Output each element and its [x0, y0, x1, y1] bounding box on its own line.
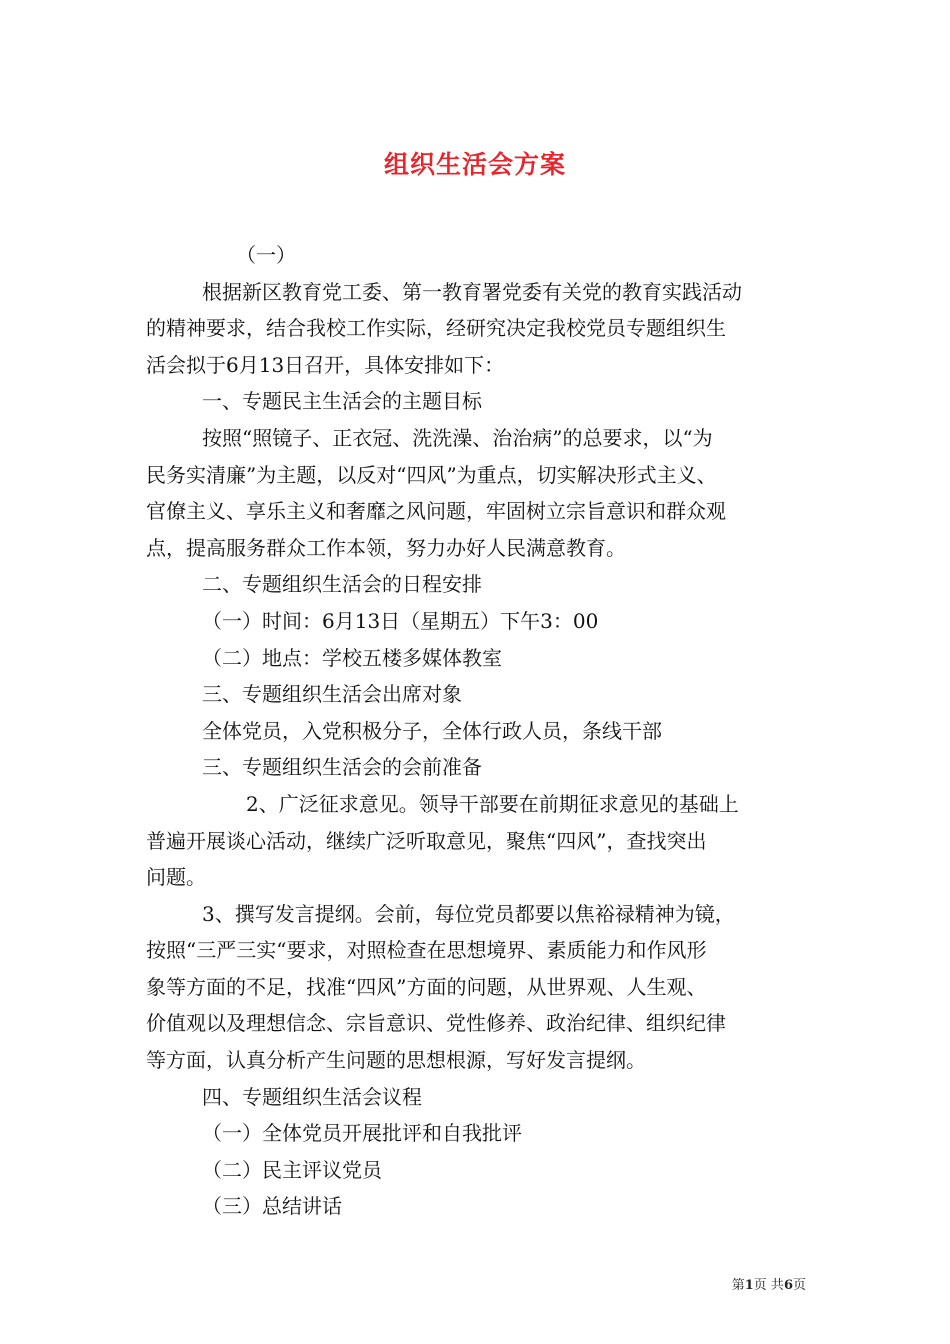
paragraph-line: 普遍开展谈心活动，继续广泛听取意见，聚焦“四风”，查找突出: [146, 828, 707, 853]
total-page-number: 6: [783, 1278, 793, 1293]
agenda-item: （三）总结讲话: [202, 1194, 342, 1219]
paragraph-line: 价值观以及理想信念、宗旨意识、党性修养、政治纪律、组织纪律: [146, 1011, 726, 1036]
paragraph-line: 等方面，认真分析产生问题的思想根源，写好发言提纲。: [146, 1048, 646, 1073]
paragraph-line: 的精神要求，结合我校工作实际，经研究决定我校党员专题组织生: [146, 316, 726, 341]
paragraph-line: 问题。: [146, 865, 206, 890]
agenda-item: （二）民主评议党员: [202, 1157, 382, 1182]
paragraph-line: 点，提高服务群众工作本领，努力办好人民满意教育。: [146, 535, 626, 560]
footer-prefix: 第: [731, 1278, 745, 1293]
footer-middle: 页 共: [753, 1278, 784, 1293]
paragraph-line: 象等方面的不足，找准“四风”方面的问题，从世界观、人生观、: [146, 974, 707, 999]
paragraph-line: 官僚主义、享乐主义和奢靡之风问题，牢固树立宗旨意识和群众观: [146, 499, 726, 524]
document-title: 组织生活会方案: [383, 149, 566, 179]
section-heading: 一、专题民主生活会的主题目标: [202, 389, 482, 414]
schedule-item: （一）时间：6月13日（星期五）下午3：00: [202, 608, 599, 633]
section-heading: 二、专题组织生活会的日程安排: [202, 572, 482, 597]
section-heading: 四、专题组织生活会议程: [202, 1084, 422, 1109]
paragraph-line: 活会拟于6月13日召开，具体安排如下：: [146, 352, 505, 377]
paragraph-line: 全体党员，入党积极分子，全体行政人员，条线干部: [202, 718, 662, 743]
document-body: [146, 237, 816, 1225]
section-heading: 三、专题组织生活会的会前准备: [202, 755, 482, 780]
page-footer: [732, 1276, 806, 1296]
section-marker: （一）: [236, 243, 296, 267]
agenda-item: （一）全体党员开展批评和自我批评: [202, 1121, 522, 1146]
paragraph-line: 民务实清廉”为主题，以反对“四风”为重点，切实解决形式主义、: [146, 462, 717, 487]
paragraph-line: 按照“照镜子、正衣冠、洗洗澡、治治病”的总要求，以“为: [202, 425, 713, 450]
section-heading: 三、专题组织生活会出席对象: [202, 682, 462, 707]
paragraph-line: 3、撰写发言提纲。会前，每位党员都要以焦裕禄精神为镜，: [202, 901, 735, 926]
paragraph-line: 根据新区教育党工委、第一教育署党委有关党的教育实践活动: [202, 279, 742, 304]
paragraph-line: 2、广泛征求意见。领导干部要在前期征求意见的基础上: [246, 791, 739, 816]
schedule-item: （二）地点：学校五楼多媒体教室: [202, 645, 502, 670]
paragraph-line: 按照“三严三实“要求，对照检查在思想境界、素质能力和作风形: [146, 938, 707, 963]
footer-suffix: 页: [792, 1278, 806, 1293]
current-page-number: 1: [744, 1278, 754, 1293]
